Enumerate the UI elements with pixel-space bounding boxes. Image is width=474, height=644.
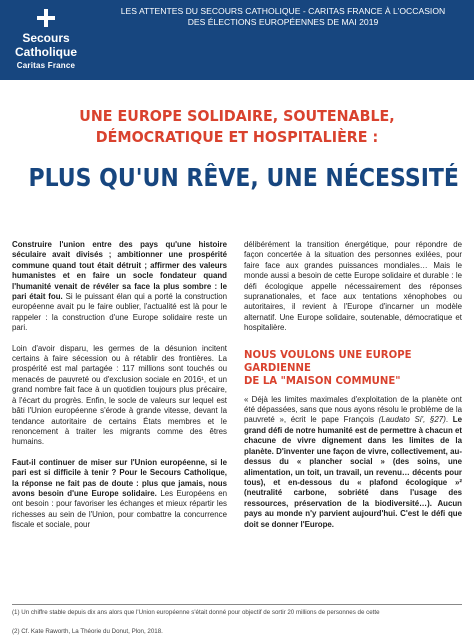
secours-catholique-logo [0, 0, 92, 80]
header-text [92, 6, 474, 28]
section-subtitle [244, 348, 460, 387]
left-p1-bold: Construire l'union entre des pays qu'une histoire séculaire avait divisés ; ambitionner une prospérité commune quand tout était détruit ; affirmer des valeurs humanistes et en faire un socle fondateur quand l'humanité venait de révéler sa face la plus sombre : le pari était fou. [12, 240, 227, 302]
right-paragraph-1: délibérément la transition énergétique, pour répondre de façon concertée à la situation des personnes exilées, pour faire face aux grandes puissances mondiales… Mais le monde aussi a besoin de cette Europe solidaire et durable : le défi écologique appelle nécessairement des réponses supranationales, et face aux tentations xénophobes ou autoritaires, il revient à l'Europe d'incarner un modèle alternatif. Une Europe solidaire, soutenable, démocratique et hospitalière. [244, 240, 462, 333]
cross-icon [37, 9, 55, 27]
right-p2-citation: (Laudato Si', §27) [378, 415, 446, 425]
logo-line-2: Catholique [15, 45, 77, 59]
subtitle-line-1: NOUS VOULONS UNE EUROPE GARDIENNE [244, 347, 412, 374]
logo-line-1: Secours [22, 31, 70, 45]
right-paragraph-2 [244, 395, 462, 530]
left-paragraph-2: Loin d'avoir disparu, les germes de la désunion incitent certains à faire sécession ou à rétablir des frontières. La prospérité est mal partagée : 117 millions sont touchés ou menacés de pauvreté ou d'exclusion sociale en 2016¹, et un grand nombre fait face à un quotidien toujours plus précaire, à l'écart du progrès. Enfin, le socle de valeurs sur lequel est bâti l'Union européenne s'érode à grande vitesse, devant la tendance autoritaire de certains États membres et le renoncement à traiter les migrants comme des êtres humains. [12, 343, 227, 447]
logo-line-3: Caritas France [16, 61, 76, 70]
right-p2-sep: . [445, 415, 453, 425]
footnote-2: (2) Cf. Kate Raworth, La Théorie du Donut, Plon, 2018. [12, 628, 163, 635]
header-line-2: DES ÉLECTIONS EUROPÉENNES DE MAI 2019 [187, 17, 379, 27]
footnote-1: (1) Un chiffre stable depuis dix ans alors que l'Union européenne s'était donné pour objectif de sortir 20 millions de personnes de cette [12, 609, 380, 616]
left-column [12, 240, 227, 541]
subtitle-line-2: DE LA "MAISON COMMUNE" [244, 373, 401, 387]
title-blue: PLUS QU'UN RÊVE, UNE NÉCESSITÉ [28, 163, 459, 192]
left-p1-text: Si le puissant élan qui a porté la construction européenne avait pu le faire oublier, l'actualité est là pour le rappeler : la construction d'une Europe solidaire reste un pari. [12, 292, 227, 333]
left-p3-bold: Faut-il continuer de miser sur l'Union européenne, si le pari est si difficile à tenir ? Pour le Secours Catholique, la réponse ne fait pas de doute : plus que jamais, nous avons besoin d'une Europe solidaire. [12, 457, 227, 498]
title-line-2: DÉMOCRATIQUE ET HOSPITALIÈRE : [95, 128, 379, 146]
right-p2-quote: « Déjà les limites maximales d'exploitation de la planète ont été dépassées, sans que nous ayons résolu le problème de la pauvreté », écrit le pape François [244, 394, 462, 425]
right-p2-bold: Le grand défi de notre humanité est de permettre à chacun et chacune de vivre dignement dans les limites de la planète. D'inventer une façon de vivre, collectivement, au-dessus du « plancher social » (des soins, une alimentation, un toit, un travail, un revenu… décents pour tous), et en-dessous du « plafond écologique »² (neutralité carbone, sobriété dans l'usage des ressources, préservation de la biodiversité…). Aucun pays au monde n'y parvient aujourd'hui. C'est le défi que doit se donner l'Europe. [244, 415, 462, 529]
left-p3-text: Les Européens en ont besoin : pour favoriser les échanges et mieux répartir les richesses au sein de l'Union, pour combattre la concurrence fiscale et sociale, pour [12, 488, 227, 530]
right-column [244, 240, 462, 540]
footnote-divider [12, 604, 462, 605]
left-paragraph-1 [12, 240, 227, 334]
title-red [19, 106, 455, 148]
left-paragraph-3 [12, 458, 227, 531]
title-line-1: UNE EUROPE SOLIDAIRE, SOUTENABLE, [79, 107, 395, 125]
header-line-1: LES ATTENTES DU SECOURS CATHOLIQUE - CARITAS FRANCE À L'OCCASION [120, 6, 446, 16]
header-banner [0, 0, 474, 80]
